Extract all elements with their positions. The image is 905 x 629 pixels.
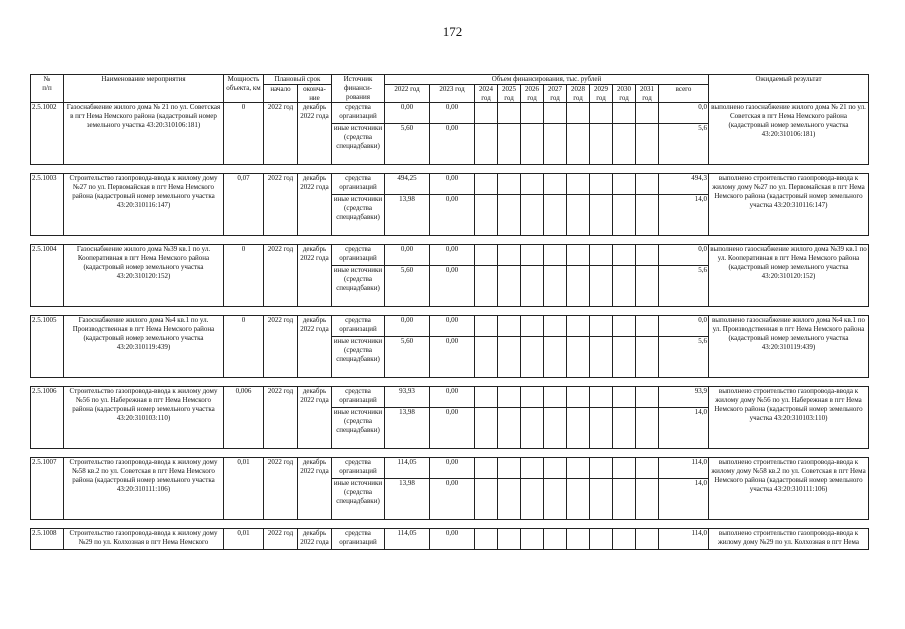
row-source: иные источники (средства спецнадбавки): [332, 479, 385, 520]
value-2022: 0,00: [385, 103, 430, 124]
col-result-header: Ожидаемый результат: [709, 75, 869, 103]
value-2023: 0,00: [430, 529, 475, 550]
row-gap-cell: [31, 520, 869, 529]
row-end: декабрь 2022 года: [298, 174, 332, 236]
empty-year-cell: [521, 529, 544, 550]
empty-year-cell: [567, 103, 590, 124]
empty-year-cell: [498, 103, 521, 124]
empty-year-cell: [475, 266, 498, 307]
table-row: [31, 387, 869, 408]
empty-year-cell: [567, 266, 590, 307]
row-result: выполнено строительство газопровода-ввода к жилому дому №56 по ул. Набережная в пгт Нема Немского района (кадастровый номер земельного участка 43:20:310103:110): [709, 387, 869, 449]
empty-year-cell: [544, 408, 567, 449]
row-source: иные источники (средства спецнадбавки): [332, 266, 385, 307]
value-2023: 0,00: [430, 174, 475, 195]
empty-year-cell: [498, 337, 521, 378]
empty-year-cell: [636, 266, 659, 307]
empty-year-cell: [498, 387, 521, 408]
empty-year-cell: [544, 316, 567, 337]
empty-year-cell: [613, 458, 636, 479]
empty-year-cell: [498, 195, 521, 236]
value-2022: 114,05: [385, 458, 430, 479]
empty-year-cell: [475, 195, 498, 236]
year-header: 2023 год: [430, 84, 475, 103]
row-gap-cell: [31, 378, 869, 387]
col-financing-header: Объем финансирования, тыс. рублей: [385, 75, 709, 85]
value-2023: 0,00: [430, 387, 475, 408]
value-total: 93,9: [659, 387, 709, 408]
row-source: средства организаций: [332, 458, 385, 479]
empty-year-cell: [636, 529, 659, 550]
value-total: 0,0: [659, 103, 709, 124]
empty-year-cell: [636, 245, 659, 266]
financing-table: [30, 74, 869, 550]
empty-year-cell: [590, 124, 613, 165]
row-gap-cell: [31, 165, 869, 174]
page-number: 172: [442, 24, 463, 39]
row-start: 2022 год: [264, 174, 298, 236]
col-start-header: начало: [264, 84, 298, 103]
row-end: декабрь 2022 года: [298, 387, 332, 449]
row-source: средства организаций: [332, 316, 385, 337]
row-start: 2022 год: [264, 245, 298, 307]
table-row: [31, 316, 869, 337]
row-gap: [31, 449, 869, 458]
row-capacity: 0,01: [224, 529, 264, 550]
row-name: Строительство газопровода-ввода к жилому дому №58 кв.2 по ул. Советская в пгт Нема Немского района (кадастровый номер земельного участка 43:20:310111:106): [64, 458, 224, 520]
empty-year-cell: [636, 124, 659, 165]
empty-year-cell: [521, 195, 544, 236]
year-header: 2026 год: [521, 84, 544, 103]
year-header: 2029 год: [590, 84, 613, 103]
empty-year-cell: [521, 124, 544, 165]
empty-year-cell: [544, 245, 567, 266]
row-source: иные источники (средства спецнадбавки): [332, 124, 385, 165]
value-2023: 0,00: [430, 408, 475, 449]
empty-year-cell: [498, 174, 521, 195]
row-name: Газоснабжение жилого дома № 21 по ул. Советская в пгт Нема Немского района (кадастровый номер земельного участка 43:20:310106:181): [64, 103, 224, 165]
empty-year-cell: [590, 103, 613, 124]
empty-year-cell: [475, 479, 498, 520]
year-header: 2027 год: [544, 84, 567, 103]
empty-year-cell: [567, 337, 590, 378]
empty-year-cell: [613, 479, 636, 520]
row-end: декабрь 2022 года: [298, 103, 332, 165]
row-num: 2.5.1007: [31, 458, 64, 520]
empty-year-cell: [613, 103, 636, 124]
value-2022: 114,05: [385, 529, 430, 550]
row-end: декабрь 2022 года: [298, 316, 332, 378]
col-plan-header: Плановый срок: [264, 75, 332, 85]
empty-year-cell: [475, 337, 498, 378]
empty-year-cell: [521, 479, 544, 520]
empty-year-cell: [590, 245, 613, 266]
row-num: 2.5.1006: [31, 387, 64, 449]
empty-year-cell: [498, 458, 521, 479]
row-num: 2.5.1008: [31, 529, 64, 550]
empty-year-cell: [544, 103, 567, 124]
year-header: 2025 год: [498, 84, 521, 103]
empty-year-cell: [590, 195, 613, 236]
empty-year-cell: [613, 337, 636, 378]
empty-year-cell: [498, 266, 521, 307]
table-row: [31, 458, 869, 479]
row-num: 2.5.1004: [31, 245, 64, 307]
empty-year-cell: [521, 316, 544, 337]
row-gap: [31, 378, 869, 387]
row-result: выполнено газоснабжение жилого дома №4 кв.1 по ул. Производственная в пгт Нема Немского района (кадастровый номер земельного участка 43:20:310119:439): [709, 316, 869, 378]
value-2022: 93,93: [385, 387, 430, 408]
empty-year-cell: [567, 316, 590, 337]
row-source: иные источники (средства спецнадбавки): [332, 195, 385, 236]
empty-year-cell: [521, 266, 544, 307]
empty-year-cell: [636, 195, 659, 236]
empty-year-cell: [636, 387, 659, 408]
col-source-header: Источник финанси- рования: [332, 75, 385, 103]
total-header: всего: [659, 84, 709, 103]
empty-year-cell: [475, 103, 498, 124]
row-name: Строительство газопровода-ввода к жилому дому №27 по ул. Первомайская в пгт Нема Немского района (кадастровый номер земельного участка 43:20:310116:147): [64, 174, 224, 236]
empty-year-cell: [567, 408, 590, 449]
value-2022: 494,25: [385, 174, 430, 195]
row-start: 2022 год: [264, 529, 298, 550]
empty-year-cell: [567, 174, 590, 195]
empty-year-cell: [613, 529, 636, 550]
row-gap: [31, 520, 869, 529]
value-2022: 13,98: [385, 195, 430, 236]
empty-year-cell: [590, 458, 613, 479]
value-total: 14,0: [659, 408, 709, 449]
row-gap: [31, 307, 869, 316]
empty-year-cell: [475, 124, 498, 165]
empty-year-cell: [498, 316, 521, 337]
row-capacity: 0: [224, 103, 264, 165]
row-result: выполнено газоснабжение жилого дома №39 кв.1 по ул. Кооперативная в пгт Нема Немского района (кадастровый номер земельного участка 43:20:310120:152): [709, 245, 869, 307]
empty-year-cell: [544, 387, 567, 408]
empty-year-cell: [521, 103, 544, 124]
row-source: иные источники (средства спецнадбавки): [332, 408, 385, 449]
value-2022: 5,60: [385, 337, 430, 378]
empty-year-cell: [475, 529, 498, 550]
value-total: 5,6: [659, 266, 709, 307]
row-gap-cell: [31, 236, 869, 245]
empty-year-cell: [498, 124, 521, 165]
empty-year-cell: [636, 316, 659, 337]
empty-year-cell: [636, 479, 659, 520]
empty-year-cell: [544, 529, 567, 550]
empty-year-cell: [613, 387, 636, 408]
empty-year-cell: [475, 387, 498, 408]
empty-year-cell: [636, 458, 659, 479]
row-source: иные источники (средства спецнадбавки): [332, 337, 385, 378]
empty-year-cell: [544, 337, 567, 378]
empty-year-cell: [613, 195, 636, 236]
table-row: [31, 103, 869, 124]
row-start: 2022 год: [264, 458, 298, 520]
empty-year-cell: [521, 245, 544, 266]
value-total: 114,0: [659, 529, 709, 550]
row-gap-cell: [31, 307, 869, 316]
empty-year-cell: [567, 529, 590, 550]
empty-year-cell: [590, 408, 613, 449]
row-capacity: 0,006: [224, 387, 264, 449]
row-name: Строительство газопровода-ввода к жилому дому №29 по ул. Колхозная в пгт Нема Немского: [64, 529, 224, 550]
row-num: 2.5.1003: [31, 174, 64, 236]
empty-year-cell: [613, 266, 636, 307]
col-capacity-header: Мощность объекта, км: [224, 75, 264, 103]
empty-year-cell: [567, 124, 590, 165]
empty-year-cell: [544, 458, 567, 479]
row-source: средства организаций: [332, 174, 385, 195]
empty-year-cell: [567, 458, 590, 479]
empty-year-cell: [590, 316, 613, 337]
value-total: 494,3: [659, 174, 709, 195]
value-total: 14,0: [659, 479, 709, 520]
empty-year-cell: [544, 174, 567, 195]
value-2022: 5,60: [385, 266, 430, 307]
empty-year-cell: [613, 174, 636, 195]
empty-year-cell: [498, 408, 521, 449]
value-total: 14,0: [659, 195, 709, 236]
row-source: средства организаций: [332, 529, 385, 550]
row-gap-cell: [31, 449, 869, 458]
year-header: 2022 год: [385, 84, 430, 103]
empty-year-cell: [498, 529, 521, 550]
row-source: средства организаций: [332, 387, 385, 408]
empty-year-cell: [475, 174, 498, 195]
row-capacity: 0: [224, 245, 264, 307]
value-2022: 13,98: [385, 479, 430, 520]
table-row: [31, 529, 869, 550]
empty-year-cell: [475, 316, 498, 337]
empty-year-cell: [636, 337, 659, 378]
empty-year-cell: [521, 337, 544, 378]
empty-year-cell: [636, 408, 659, 449]
empty-year-cell: [544, 124, 567, 165]
table-row: [31, 174, 869, 195]
col-end-header: оконча- ние: [298, 84, 332, 103]
empty-year-cell: [498, 245, 521, 266]
value-total: 114,0: [659, 458, 709, 479]
row-end: декабрь 2022 года: [298, 529, 332, 550]
value-2023: 0,00: [430, 124, 475, 165]
value-2022: 13,98: [385, 408, 430, 449]
empty-year-cell: [613, 245, 636, 266]
row-capacity: 0: [224, 316, 264, 378]
empty-year-cell: [475, 245, 498, 266]
col-num-header: № п/п: [31, 75, 64, 103]
empty-year-cell: [521, 387, 544, 408]
year-header: 2030 год: [613, 84, 636, 103]
empty-year-cell: [613, 124, 636, 165]
empty-year-cell: [590, 174, 613, 195]
row-result: выполнено газоснабжение жилого дома № 21 по ул. Советская в пгт Нема Немского района (кадастровый номер земельного участка 43:20:310106:181): [709, 103, 869, 165]
empty-year-cell: [521, 408, 544, 449]
empty-year-cell: [544, 195, 567, 236]
row-name: Газоснабжение жилого дома №39 кв.1 по ул. Кооперативная в пгт Нема Немского района (кадастровый номер земельного участка 43:20:310120:152): [64, 245, 224, 307]
year-header: 2028 год: [567, 84, 590, 103]
value-2023: 0,00: [430, 337, 475, 378]
row-start: 2022 год: [264, 316, 298, 378]
row-num: 2.5.1002: [31, 103, 64, 165]
row-gap: [31, 236, 869, 245]
empty-year-cell: [590, 529, 613, 550]
value-total: 5,6: [659, 124, 709, 165]
row-name: Строительство газопровода-ввода к жилому дому №56 по ул. Набережная в пгт Нема Немского района (кадастровый номер земельного участка 43:20:310103:110): [64, 387, 224, 449]
empty-year-cell: [475, 408, 498, 449]
value-2022: 5,60: [385, 124, 430, 165]
year-header: 2031 год: [636, 84, 659, 103]
value-2023: 0,00: [430, 316, 475, 337]
row-source: средства организаций: [332, 245, 385, 266]
value-2022: 0,00: [385, 245, 430, 266]
value-2023: 0,00: [430, 266, 475, 307]
value-total: 5,6: [659, 337, 709, 378]
row-name: Газоснабжение жилого дома №4 кв.1 по ул. Производственная в пгт Нема Немского района (кадастровый номер земельного участка 43:20:310119:439): [64, 316, 224, 378]
row-num: 2.5.1005: [31, 316, 64, 378]
row-result: выполнено строительство газопровода-ввода к жилому дому №58 кв.2 по ул. Советская в пгт Нема Немского района (кадастровый номер земельного участка 43:20:310111:106): [709, 458, 869, 520]
col-name-header: Наименование мероприятия: [64, 75, 224, 103]
value-2023: 0,00: [430, 479, 475, 520]
year-header: 2024 год: [475, 84, 498, 103]
row-capacity: 0,07: [224, 174, 264, 236]
row-result: выполнено строительство газопровода-ввода к жилому дому №29 по ул. Колхозная в пгт Нема: [709, 529, 869, 550]
empty-year-cell: [544, 266, 567, 307]
row-capacity: 0,01: [224, 458, 264, 520]
value-2023: 0,00: [430, 103, 475, 124]
empty-year-cell: [475, 458, 498, 479]
value-2023: 0,00: [430, 195, 475, 236]
empty-year-cell: [567, 245, 590, 266]
empty-year-cell: [590, 387, 613, 408]
empty-year-cell: [544, 479, 567, 520]
row-result: выполнено строительство газопровода-ввода к жилому дому №27 по ул. Первомайская в пгт Нема Немского района (кадастровый номер земельного участка 43:20:310116:147): [709, 174, 869, 236]
empty-year-cell: [590, 337, 613, 378]
empty-year-cell: [636, 174, 659, 195]
empty-year-cell: [521, 458, 544, 479]
table-row: [31, 245, 869, 266]
empty-year-cell: [613, 316, 636, 337]
row-source: средства организаций: [332, 103, 385, 124]
value-2023: 0,00: [430, 245, 475, 266]
row-start: 2022 год: [264, 103, 298, 165]
empty-year-cell: [567, 479, 590, 520]
value-total: 0,0: [659, 245, 709, 266]
value-2022: 0,00: [385, 316, 430, 337]
empty-year-cell: [567, 195, 590, 236]
row-start: 2022 год: [264, 387, 298, 449]
row-end: декабрь 2022 года: [298, 245, 332, 307]
empty-year-cell: [613, 408, 636, 449]
empty-year-cell: [636, 103, 659, 124]
value-total: 0,0: [659, 316, 709, 337]
empty-year-cell: [498, 479, 521, 520]
row-gap: [31, 165, 869, 174]
value-2023: 0,00: [430, 458, 475, 479]
row-end: декабрь 2022 года: [298, 458, 332, 520]
empty-year-cell: [590, 266, 613, 307]
empty-year-cell: [590, 479, 613, 520]
empty-year-cell: [521, 174, 544, 195]
empty-year-cell: [567, 387, 590, 408]
